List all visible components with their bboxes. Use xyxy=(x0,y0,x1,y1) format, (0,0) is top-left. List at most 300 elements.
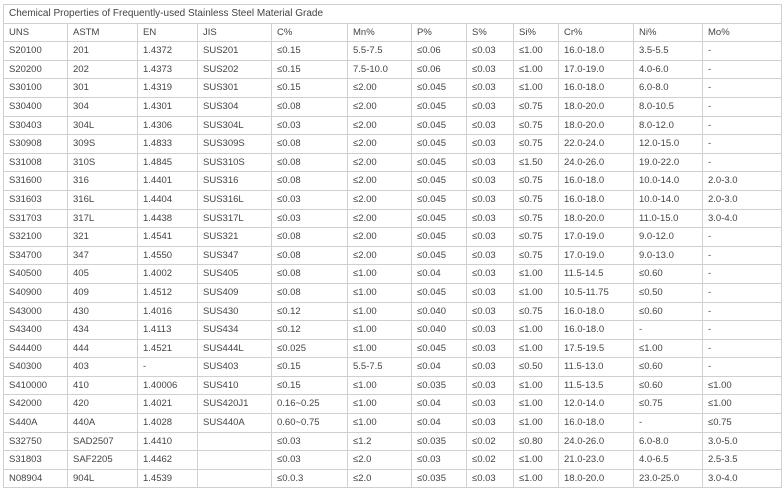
cell-en: 1.4539 xyxy=(138,469,198,488)
cell-p: ≤0.045 xyxy=(412,246,467,265)
cell-ni: 12.0-15.0 xyxy=(634,135,703,154)
cell-c: 0.60~0.75 xyxy=(272,414,348,433)
cell-cr: 17.0-19.0 xyxy=(559,60,634,79)
cell-c: ≤0.03 xyxy=(272,116,348,135)
cell-ni: 19.0-22.0 xyxy=(634,153,703,172)
cell-p: ≤0.045 xyxy=(412,97,467,116)
cell-astm: 317L xyxy=(68,209,138,228)
cell-mo: ≤1.00 xyxy=(703,376,782,395)
cell-si: ≤1.00 xyxy=(514,79,559,98)
cell-mn: ≤1.00 xyxy=(348,321,412,340)
cell-mo: - xyxy=(703,97,782,116)
table-body xyxy=(4,42,782,488)
cell-mo: - xyxy=(703,228,782,247)
cell-c: ≤0.15 xyxy=(272,376,348,395)
cell-c: ≤0.12 xyxy=(272,302,348,321)
cell-ni: 4.0-6.0 xyxy=(634,60,703,79)
column-header: Mo% xyxy=(703,23,782,42)
cell-mo: - xyxy=(703,153,782,172)
cell-p: ≤0.035 xyxy=(412,469,467,488)
cell-cr: 17.0-19.0 xyxy=(559,228,634,247)
cell-s: ≤0.03 xyxy=(467,339,514,358)
cell-en: 1.4301 xyxy=(138,97,198,116)
cell-cr: 24.0-26.0 xyxy=(559,153,634,172)
title-row xyxy=(4,5,782,24)
column-header: JIS xyxy=(198,23,272,42)
cell-astm: 430 xyxy=(68,302,138,321)
cell-si: ≤0.75 xyxy=(514,172,559,191)
cell-mn: ≤1.00 xyxy=(348,339,412,358)
cell-mo: - xyxy=(703,135,782,154)
cell-astm: 410 xyxy=(68,376,138,395)
cell-astm: 321 xyxy=(68,228,138,247)
cell-s: ≤0.03 xyxy=(467,190,514,209)
cell-c: ≤0.08 xyxy=(272,172,348,191)
cell-cr: 22.0-24.0 xyxy=(559,135,634,154)
column-header: ASTM xyxy=(68,23,138,42)
table-row xyxy=(4,432,782,451)
cell-mo: - xyxy=(703,265,782,284)
cell-astm: 201 xyxy=(68,42,138,61)
cell-mn: ≤2.00 xyxy=(348,153,412,172)
cell-uns: S31008 xyxy=(4,153,68,172)
cell-c: ≤0.08 xyxy=(272,265,348,284)
cell-mo: 2.0-3.0 xyxy=(703,172,782,191)
cell-s: ≤0.03 xyxy=(467,283,514,302)
table-row xyxy=(4,265,782,284)
column-header: S% xyxy=(467,23,514,42)
cell-uns: S43400 xyxy=(4,321,68,340)
cell-cr: 16.0-18.0 xyxy=(559,302,634,321)
table-row xyxy=(4,153,782,172)
cell-en: 1.4021 xyxy=(138,395,198,414)
cell-si: ≤1.00 xyxy=(514,60,559,79)
cell-cr: 10.5-11.75 xyxy=(559,283,634,302)
cell-p: ≤0.045 xyxy=(412,172,467,191)
cell-si: ≤0.80 xyxy=(514,432,559,451)
cell-c: ≤0.08 xyxy=(272,153,348,172)
cell-c: ≤0.08 xyxy=(272,135,348,154)
cell-mo: - xyxy=(703,246,782,265)
cell-s: ≤0.03 xyxy=(467,209,514,228)
cell-jis xyxy=(198,451,272,470)
chemical-properties-table xyxy=(3,4,782,488)
cell-astm: 309S xyxy=(68,135,138,154)
cell-s: ≤0.03 xyxy=(467,414,514,433)
cell-mo: 3.0-5.0 xyxy=(703,432,782,451)
cell-en: 1.40006 xyxy=(138,376,198,395)
cell-ni: ≤0.60 xyxy=(634,302,703,321)
cell-uns: S410000 xyxy=(4,376,68,395)
cell-si: ≤0.75 xyxy=(514,302,559,321)
cell-astm: SAF2205 xyxy=(68,451,138,470)
cell-mo: ≤0.75 xyxy=(703,414,782,433)
cell-c: ≤0.15 xyxy=(272,358,348,377)
cell-si: ≤1.00 xyxy=(514,265,559,284)
table-row xyxy=(4,302,782,321)
cell-c: ≤0.15 xyxy=(272,42,348,61)
cell-si: ≤1.00 xyxy=(514,339,559,358)
cell-si: ≤0.50 xyxy=(514,358,559,377)
column-header: Cr% xyxy=(559,23,634,42)
cell-s: ≤0.03 xyxy=(467,153,514,172)
cell-s: ≤0.03 xyxy=(467,135,514,154)
cell-p: ≤0.035 xyxy=(412,432,467,451)
cell-p: ≤0.06 xyxy=(412,60,467,79)
cell-ni: ≤0.60 xyxy=(634,358,703,377)
cell-p: ≤0.045 xyxy=(412,153,467,172)
cell-p: ≤0.04 xyxy=(412,265,467,284)
cell-cr: 12.0-14.0 xyxy=(559,395,634,414)
cell-astm: 405 xyxy=(68,265,138,284)
cell-jis xyxy=(198,432,272,451)
cell-mn: 5.5-7.5 xyxy=(348,358,412,377)
cell-mn: ≤2.00 xyxy=(348,172,412,191)
cell-ni: 4.0-6.5 xyxy=(634,451,703,470)
cell-ni: - xyxy=(634,414,703,433)
table-row xyxy=(4,358,782,377)
cell-s: ≤0.03 xyxy=(467,228,514,247)
cell-en: 1.4541 xyxy=(138,228,198,247)
cell-en: 1.4438 xyxy=(138,209,198,228)
cell-mn: ≤2.00 xyxy=(348,190,412,209)
table-title: Chemical Properties of Frequently-used Stainless Steel Material Grade xyxy=(4,5,782,24)
cell-c: ≤0.03 xyxy=(272,209,348,228)
cell-cr: 17.0-19.0 xyxy=(559,246,634,265)
cell-mn: ≤1.2 xyxy=(348,432,412,451)
cell-si: ≤1.00 xyxy=(514,451,559,470)
cell-en: 1.4373 xyxy=(138,60,198,79)
cell-si: ≤1.00 xyxy=(514,469,559,488)
cell-en: 1.4002 xyxy=(138,265,198,284)
cell-s: ≤0.03 xyxy=(467,265,514,284)
cell-uns: S30908 xyxy=(4,135,68,154)
cell-mn: ≤1.00 xyxy=(348,283,412,302)
cell-si: ≤1.00 xyxy=(514,42,559,61)
cell-mo: 3.0-4.0 xyxy=(703,209,782,228)
cell-jis: SUS301 xyxy=(198,79,272,98)
table-row xyxy=(4,469,782,488)
cell-c: ≤0.08 xyxy=(272,246,348,265)
cell-p: ≤0.04 xyxy=(412,395,467,414)
table-row xyxy=(4,42,782,61)
cell-p: ≤0.035 xyxy=(412,376,467,395)
cell-astm: 301 xyxy=(68,79,138,98)
cell-mn: ≤2.0 xyxy=(348,469,412,488)
cell-jis: SUS304L xyxy=(198,116,272,135)
table-row xyxy=(4,60,782,79)
cell-astm: 304 xyxy=(68,97,138,116)
cell-p: ≤0.04 xyxy=(412,414,467,433)
cell-p: ≤0.045 xyxy=(412,79,467,98)
cell-c: 0.16~0.25 xyxy=(272,395,348,414)
column-header: Si% xyxy=(514,23,559,42)
cell-ni: 10.0-14.0 xyxy=(634,172,703,191)
cell-si: ≤0.75 xyxy=(514,97,559,116)
cell-jis: SUS430 xyxy=(198,302,272,321)
cell-si: ≤0.75 xyxy=(514,135,559,154)
cell-mn: ≤2.00 xyxy=(348,135,412,154)
cell-jis: SUS444L xyxy=(198,339,272,358)
cell-uns: S30403 xyxy=(4,116,68,135)
table-row xyxy=(4,97,782,116)
cell-mn: ≤2.00 xyxy=(348,79,412,98)
cell-ni: ≤0.50 xyxy=(634,283,703,302)
header-row xyxy=(4,23,782,42)
cell-p: ≤0.045 xyxy=(412,339,467,358)
cell-uns: S31803 xyxy=(4,451,68,470)
table-row xyxy=(4,116,782,135)
cell-c: ≤0.15 xyxy=(272,79,348,98)
cell-si: ≤1.00 xyxy=(514,376,559,395)
cell-ni: 3.5-5.5 xyxy=(634,42,703,61)
cell-astm: SAD2507 xyxy=(68,432,138,451)
cell-mn: ≤2.00 xyxy=(348,97,412,116)
cell-mn: ≤1.00 xyxy=(348,376,412,395)
cell-s: ≤0.03 xyxy=(467,358,514,377)
cell-jis: SUS316 xyxy=(198,172,272,191)
cell-mo: - xyxy=(703,339,782,358)
cell-cr: 18.0-20.0 xyxy=(559,209,634,228)
column-header: UNS xyxy=(4,23,68,42)
cell-mo: - xyxy=(703,116,782,135)
cell-s: ≤0.03 xyxy=(467,172,514,191)
table-row xyxy=(4,79,782,98)
cell-c: ≤0.0.3 xyxy=(272,469,348,488)
cell-jis: SUS201 xyxy=(198,42,272,61)
cell-s: ≤0.03 xyxy=(467,42,514,61)
cell-s: ≤0.03 xyxy=(467,302,514,321)
cell-c: ≤0.03 xyxy=(272,190,348,209)
cell-c: ≤0.03 xyxy=(272,432,348,451)
cell-uns: S440A xyxy=(4,414,68,433)
cell-cr: 11.5-14.5 xyxy=(559,265,634,284)
cell-en: 1.4845 xyxy=(138,153,198,172)
cell-mo: - xyxy=(703,358,782,377)
cell-jis: SUS420J1 xyxy=(198,395,272,414)
cell-mo: - xyxy=(703,283,782,302)
cell-p: ≤0.045 xyxy=(412,209,467,228)
cell-si: ≤0.75 xyxy=(514,228,559,247)
table-row xyxy=(4,246,782,265)
cell-uns: S30400 xyxy=(4,97,68,116)
cell-ni: ≤1.00 xyxy=(634,339,703,358)
cell-p: ≤0.045 xyxy=(412,135,467,154)
cell-p: ≤0.04 xyxy=(412,358,467,377)
table-row xyxy=(4,376,782,395)
cell-si: ≤1.50 xyxy=(514,153,559,172)
cell-cr: 18.0-20.0 xyxy=(559,469,634,488)
cell-p: ≤0.06 xyxy=(412,42,467,61)
cell-astm: 316L xyxy=(68,190,138,209)
cell-cr: 16.0-18.0 xyxy=(559,321,634,340)
cell-si: ≤1.00 xyxy=(514,321,559,340)
cell-mn: ≤2.00 xyxy=(348,228,412,247)
cell-mo: 2.0-3.0 xyxy=(703,190,782,209)
table-row xyxy=(4,135,782,154)
cell-astm: 434 xyxy=(68,321,138,340)
cell-astm: 440A xyxy=(68,414,138,433)
cell-en: 1.4372 xyxy=(138,42,198,61)
cell-p: ≤0.040 xyxy=(412,302,467,321)
cell-jis: SUS347 xyxy=(198,246,272,265)
cell-jis: SUS440A xyxy=(198,414,272,433)
cell-cr: 16.0-18.0 xyxy=(559,172,634,191)
cell-en: 1.4833 xyxy=(138,135,198,154)
cell-s: ≤0.03 xyxy=(467,469,514,488)
cell-astm: 420 xyxy=(68,395,138,414)
cell-mn: ≤1.00 xyxy=(348,414,412,433)
table-row xyxy=(4,339,782,358)
cell-mo: - xyxy=(703,79,782,98)
cell-cr: 16.0-18.0 xyxy=(559,42,634,61)
cell-c: ≤0.08 xyxy=(272,228,348,247)
table-row xyxy=(4,228,782,247)
cell-p: ≤0.045 xyxy=(412,283,467,302)
cell-s: ≤0.02 xyxy=(467,432,514,451)
cell-jis: SUS317L xyxy=(198,209,272,228)
cell-s: ≤0.03 xyxy=(467,376,514,395)
cell-uns: S42000 xyxy=(4,395,68,414)
cell-jis: SUS434 xyxy=(198,321,272,340)
column-header: C% xyxy=(272,23,348,42)
cell-c: ≤0.12 xyxy=(272,321,348,340)
cell-uns: S44400 xyxy=(4,339,68,358)
cell-en: 1.4521 xyxy=(138,339,198,358)
cell-ni: 9.0-13.0 xyxy=(634,246,703,265)
cell-uns: N08904 xyxy=(4,469,68,488)
cell-si: ≤0.75 xyxy=(514,246,559,265)
cell-mn: ≤2.00 xyxy=(348,116,412,135)
cell-en: 1.4462 xyxy=(138,451,198,470)
cell-cr: 17.5-19.5 xyxy=(559,339,634,358)
column-header: Ni% xyxy=(634,23,703,42)
cell-jis: SUS310S xyxy=(198,153,272,172)
cell-cr: 24.0-26.0 xyxy=(559,432,634,451)
column-header: Mn% xyxy=(348,23,412,42)
cell-en: 1.4512 xyxy=(138,283,198,302)
cell-s: ≤0.03 xyxy=(467,79,514,98)
cell-mn: ≤2.00 xyxy=(348,209,412,228)
cell-en: 1.4410 xyxy=(138,432,198,451)
cell-ni: 8.0-12.0 xyxy=(634,116,703,135)
cell-cr: 16.0-18.0 xyxy=(559,190,634,209)
table-container xyxy=(3,4,781,488)
cell-si: ≤1.00 xyxy=(514,283,559,302)
cell-cr: 21.0-23.0 xyxy=(559,451,634,470)
cell-ni: 6.0-8.0 xyxy=(634,432,703,451)
cell-p: ≤0.045 xyxy=(412,228,467,247)
cell-uns: S20200 xyxy=(4,60,68,79)
cell-jis: SUS321 xyxy=(198,228,272,247)
cell-ni: 11.0-15.0 xyxy=(634,209,703,228)
cell-uns: S31600 xyxy=(4,172,68,191)
cell-si: ≤0.75 xyxy=(514,209,559,228)
cell-mo: 3.0-4.0 xyxy=(703,469,782,488)
cell-uns: S32750 xyxy=(4,432,68,451)
cell-jis: SUS410 xyxy=(198,376,272,395)
column-header: P% xyxy=(412,23,467,42)
cell-en: 1.4306 xyxy=(138,116,198,135)
column-header: EN xyxy=(138,23,198,42)
cell-si: ≤0.75 xyxy=(514,116,559,135)
cell-mo: - xyxy=(703,42,782,61)
cell-uns: S30100 xyxy=(4,79,68,98)
cell-uns: S43000 xyxy=(4,302,68,321)
cell-p: ≤0.040 xyxy=(412,321,467,340)
table-row xyxy=(4,209,782,228)
cell-jis: SUS316L xyxy=(198,190,272,209)
cell-si: ≤1.00 xyxy=(514,395,559,414)
cell-mn: ≤2.00 xyxy=(348,246,412,265)
cell-p: ≤0.045 xyxy=(412,116,467,135)
cell-mn: ≤1.00 xyxy=(348,395,412,414)
cell-mo: ≤1.00 xyxy=(703,395,782,414)
cell-uns: S40300 xyxy=(4,358,68,377)
cell-jis: SUS202 xyxy=(198,60,272,79)
cell-s: ≤0.03 xyxy=(467,246,514,265)
table-row xyxy=(4,283,782,302)
cell-ni: ≤0.60 xyxy=(634,265,703,284)
cell-ni: 23.0-25.0 xyxy=(634,469,703,488)
cell-cr: 16.0-18.0 xyxy=(559,414,634,433)
cell-mo: 2.5-3.5 xyxy=(703,451,782,470)
cell-s: ≤0.03 xyxy=(467,395,514,414)
cell-s: ≤0.03 xyxy=(467,97,514,116)
cell-en: 1.4404 xyxy=(138,190,198,209)
cell-s: ≤0.03 xyxy=(467,116,514,135)
cell-uns: S31603 xyxy=(4,190,68,209)
cell-en: 1.4016 xyxy=(138,302,198,321)
cell-jis: SUS403 xyxy=(198,358,272,377)
cell-uns: S31703 xyxy=(4,209,68,228)
cell-astm: 347 xyxy=(68,246,138,265)
cell-mo: - xyxy=(703,60,782,79)
table-row xyxy=(4,172,782,191)
cell-astm: 444 xyxy=(68,339,138,358)
cell-cr: 11.5-13.0 xyxy=(559,358,634,377)
cell-astm: 904L xyxy=(68,469,138,488)
cell-mn: ≤1.00 xyxy=(348,302,412,321)
cell-ni: 10.0-14.0 xyxy=(634,190,703,209)
cell-ni: ≤0.75 xyxy=(634,395,703,414)
cell-p: ≤0.03 xyxy=(412,451,467,470)
cell-astm: 304L xyxy=(68,116,138,135)
cell-jis xyxy=(198,469,272,488)
cell-c: ≤0.03 xyxy=(272,451,348,470)
cell-c: ≤0.08 xyxy=(272,97,348,116)
cell-mn: ≤2.0 xyxy=(348,451,412,470)
cell-mo: - xyxy=(703,321,782,340)
cell-uns: S20100 xyxy=(4,42,68,61)
cell-ni: 6.0-8.0 xyxy=(634,79,703,98)
cell-si: ≤1.00 xyxy=(514,414,559,433)
table-row xyxy=(4,321,782,340)
cell-s: ≤0.02 xyxy=(467,451,514,470)
cell-cr: 18.0-20.0 xyxy=(559,116,634,135)
cell-jis: SUS409 xyxy=(198,283,272,302)
cell-ni: 9.0-12.0 xyxy=(634,228,703,247)
cell-uns: S40500 xyxy=(4,265,68,284)
cell-cr: 11.5-13.5 xyxy=(559,376,634,395)
cell-uns: S40900 xyxy=(4,283,68,302)
table-row xyxy=(4,451,782,470)
cell-astm: 310S xyxy=(68,153,138,172)
cell-s: ≤0.03 xyxy=(467,60,514,79)
table-row xyxy=(4,414,782,433)
cell-c: ≤0.025 xyxy=(272,339,348,358)
cell-astm: 316 xyxy=(68,172,138,191)
